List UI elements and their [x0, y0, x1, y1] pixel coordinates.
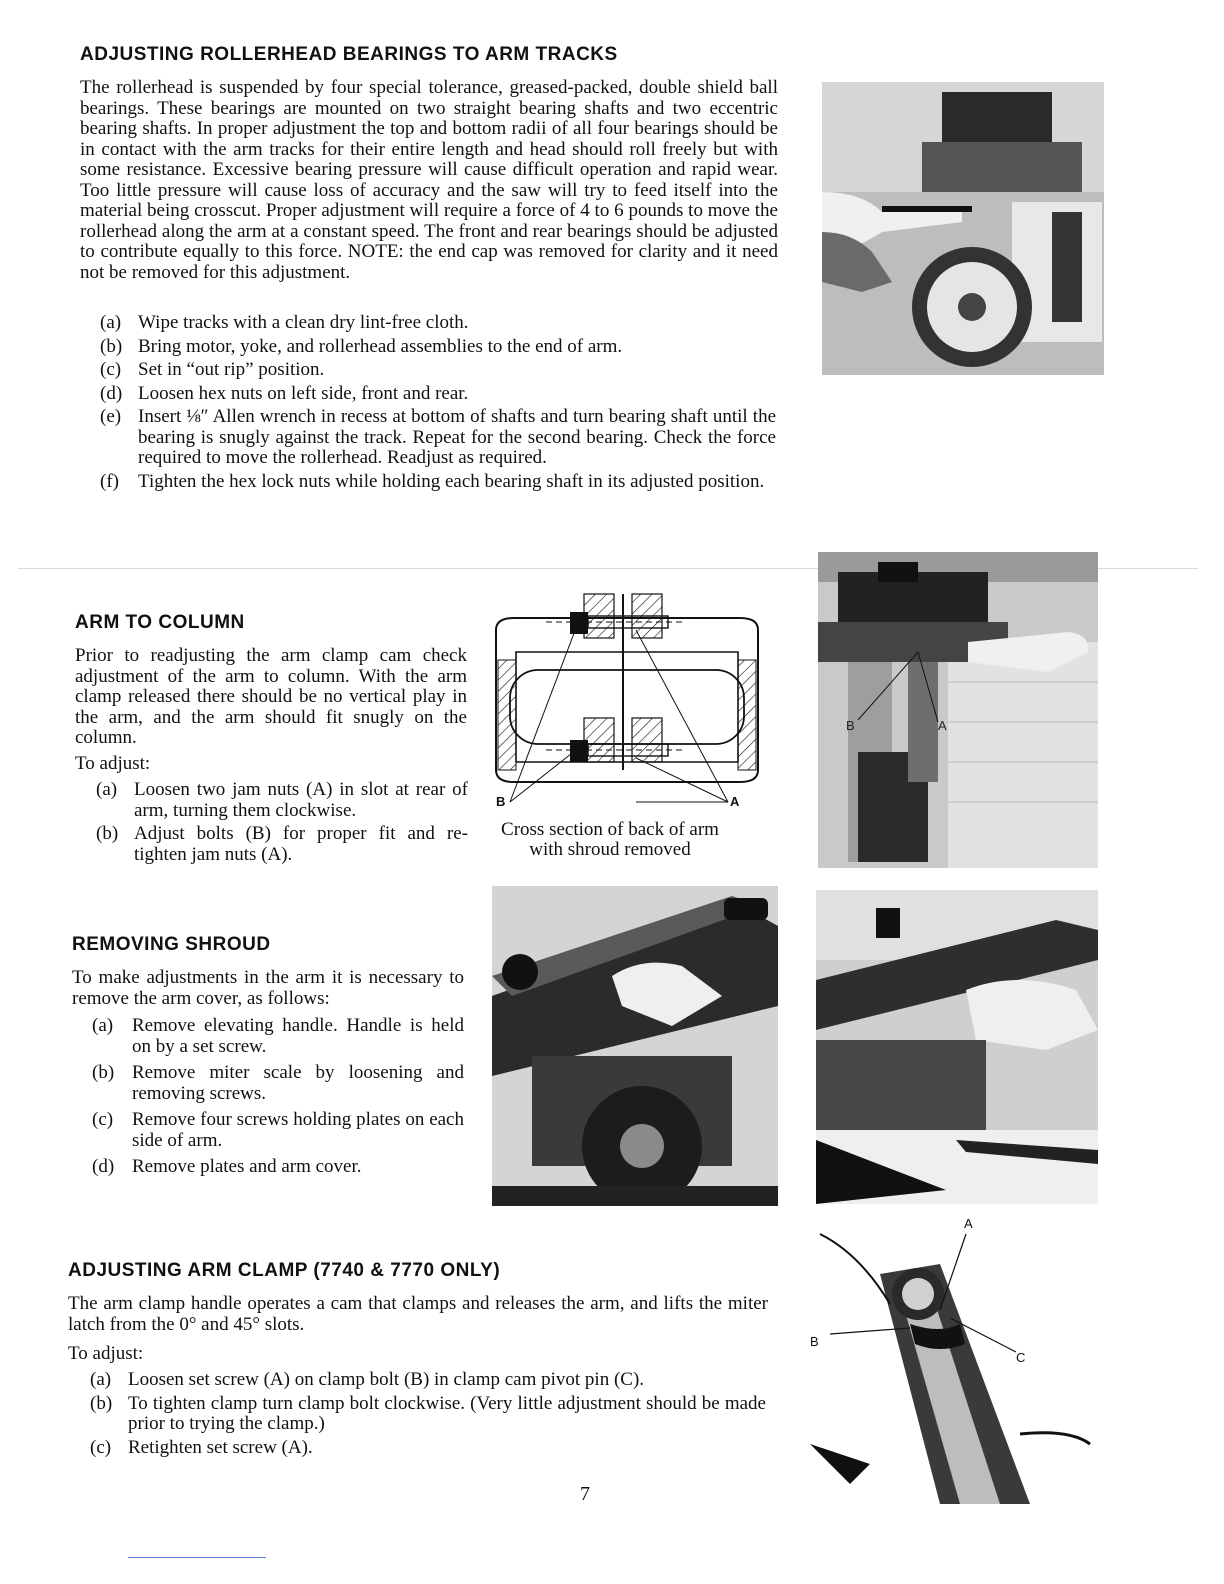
list-item: (b) Bring motor, yoke, and rollerhead assemblies to the end of arm. — [100, 335, 623, 357]
section4-to-adjust: To adjust: — [68, 1343, 144, 1364]
cross-section-diagram — [486, 590, 768, 818]
diagram-caption — [470, 820, 750, 860]
list-item: (d) Loosen hex nuts on left side, front and rear. — [100, 382, 469, 404]
list-item: (c) Set in “out rip” position. — [100, 359, 325, 380]
arm-clamp-photo — [790, 1214, 1100, 1504]
diagram-label-a: A — [730, 794, 740, 809]
diagram-label-b: B — [496, 794, 506, 809]
list-item: (e) Insert ⅛″ Allen wrench in recess at bottom of shafts and turn bearing shaft until the bearing is snugly against the track. Repeat for the second bearing. Check the force required to move the rollerhead. Readjust as required. — [100, 406, 776, 468]
section1-steps — [100, 313, 776, 495]
list-item: (b) To tighten clamp turn clamp bolt clockwise. (Very little adjustment should be made prior to trying the clamp.) — [90, 1392, 766, 1434]
arm-cover-photo — [816, 890, 1098, 1204]
photo5-label-b: B — [810, 1334, 819, 1349]
section2-title: ARM TO COLUMN — [75, 612, 245, 633]
section2-to-adjust: To adjust: — [75, 753, 151, 774]
section3-steps — [92, 1016, 464, 1184]
list-item: (f) Tighten the hex lock nuts while holding each bearing shaft in its adjusted position. — [100, 470, 765, 492]
section1-body: The rollerhead is suspended by four special tolerance, greased-packed, double shield ball bearings. These bearings are mounted on two straight bearing shafts and two eccentric bearing shafts. In proper adjustment the top and bottom radii of all four bearings should be in contact with the arm tracks for their entire length and head should roll freely but with some resistance. Excessive bearing pressure will cause difficult operation and rapid wear. Too little pressure will cause loss of accuracy and the saw will try to feed itself into the material being crosscut. Proper adjustment will require a force of 4 to 6 pounds to move the rollerhead along the arm at a constant speed. The front and rear bearings should be adjusted to contribute equally to this force. NOTE: the end cap was removed for clarity and it need not be removed for this adjustment. — [80, 77, 778, 283]
list-item: (b) Remove miter scale by loosening and removing screws. — [92, 1062, 464, 1104]
rollerhead-photo — [822, 82, 1104, 375]
section2-steps — [96, 780, 468, 868]
section3-title: REMOVING SHROUD — [72, 934, 271, 955]
section3-body: To make adjustments in the arm it is necessary to remove the arm cover, as follows: — [72, 967, 464, 1009]
diagram-caption-line1: Cross section of back of arm — [501, 819, 719, 840]
photo2-label-b: B — [846, 718, 855, 733]
section4-body: The arm clamp handle operates a cam that clamps and releases the arm, and lifts the miter latch from the 0° and 45° slots. — [68, 1293, 768, 1335]
photo2-label-a: A — [938, 718, 947, 733]
remove-handle-photo — [492, 886, 778, 1206]
list-item: (a) Remove elevating handle. Handle is held on by a set screw. — [92, 1015, 464, 1057]
list-item: (a) Loosen two jam nuts (A) in slot at rear of arm, turning them clockwise. — [96, 779, 468, 821]
list-item: (c) Retighten set screw (A). — [90, 1436, 313, 1458]
list-item: (a) Loosen set screw (A) on clamp bolt (B) in clamp cam pivot pin (C). — [90, 1369, 645, 1390]
list-item: (a) Wipe tracks with a clean dry lint-free cloth. — [100, 312, 469, 333]
bottom-line — [128, 1557, 266, 1558]
list-item: (b) Adjust bolts (B) for proper fit and re-tighten jam nuts (A). — [96, 823, 468, 865]
diagram-caption-line2: with shroud removed — [529, 839, 691, 860]
photo5-label-a: A — [964, 1216, 973, 1231]
section1-title: ADJUSTING ROLLERHEAD BEARINGS TO ARM TRACKS — [80, 44, 618, 65]
arm-column-photo — [818, 552, 1098, 868]
section4-steps — [90, 1370, 766, 1461]
page-number: 7 — [580, 1483, 590, 1505]
list-item: (d) Remove plates and arm cover. — [92, 1156, 362, 1177]
photo5-label-c: C — [1016, 1350, 1026, 1365]
section2-body: Prior to readjusting the arm clamp cam check adjustment of the arm to column. With the arm clamp released there should be no vertical play in the arm, and the arm should fit snugly on the column. — [75, 645, 467, 748]
section4-title: ADJUSTING ARM CLAMP (7740 & 7770 ONLY) — [68, 1260, 501, 1281]
list-item: (c) Remove four screws holding plates on each side of arm. — [92, 1109, 464, 1151]
